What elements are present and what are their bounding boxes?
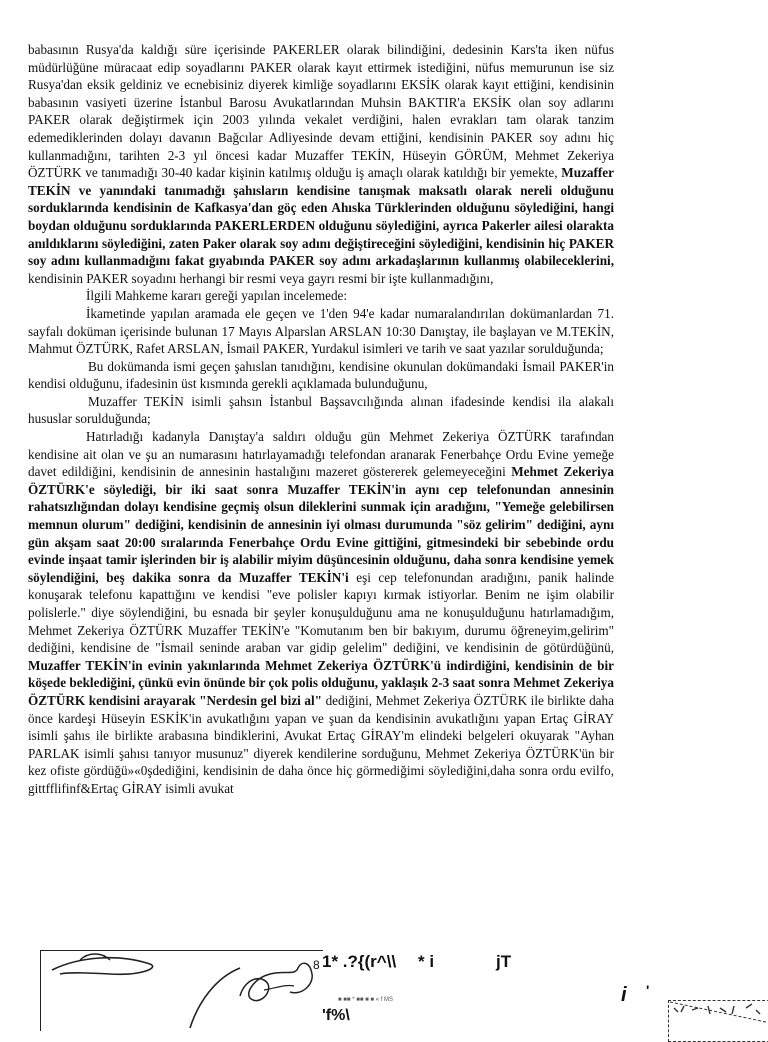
bold-text-run: Muzaffer TEKİN ve yanındaki tanımadığı şahısların kendisine tanışmak maksatlı olarak nereli olduğunu sorduklarında kendisinin de Kafkasya'dan göç eden Ahıska Türklerinden olduğunu söylediğini, hangi boydan olduğunu sorduklarında PAKERLERDEN olduğunu söylediğini, ayrıca Pakerler ailesi olarakta anıldıklarını söylediğini, zaten Paker olarak soy adını değiştireceğini söylediğini, kendisinin hiç PAKER soy adını kullanmadığını fakat gıyabında PAKER soy adını arkadaşlarının kullanmış olabileceklerini,	[28, 165, 614, 269]
stamp-line-2: 'f%\	[322, 1007, 350, 1024]
text-run: kendisinin PAKER soyadını herhangi bir resmi veya gayrı resmi bir işte kullanmadığını,	[28, 270, 494, 286]
stamp-mark-2: '	[646, 982, 650, 998]
text-run: eşi cep telefonundan aradığını, panik halinde konuşarak telefonu kapattığını ve kendisi "eve polisler kapıyı kırmak istiyorlar. Benim ne işim olabilir polislerle." diye söylendiğini, bu esnada bir şeyler konuşulduğunu ama ne konuşulduğunu hatırlamadığım, Mehmet Zekeriya ÖZTÜRK Muzaffer TEKİN'e "Komutanım ben bir bakıyım, durumu öğreneyim,gelirim" dediğini, kendisine de "İsmail seninde araban var gidip gelelim" dediğini, ve kendisinin de götürdüğünü,	[28, 569, 615, 656]
paragraph	[28, 287, 614, 305]
text-run: Muzaffer TEKİN isimli şahsın İstanbul Başsavcılığında alınan ifadesinde kendisi ila alakalı hususlar sorulduğunda;	[28, 393, 614, 427]
stamp-line-1b: * i	[418, 952, 435, 971]
paragraph	[28, 428, 614, 797]
stamp-prefix: 8	[313, 958, 320, 972]
bold-text-run: Muzaffer TEKİN'in evinin yakınlarında Mehmet Zekeriya ÖZTÜRK'ü indirdiğini, kendisinin de bir köşede beklediğini, çünkü evin önünde bir çok polis olduğunu, yaklaşık 2-3 saat sonra Mehmet Zekeriya ÖZTÜRK kendisini arayarak "Nerdesin gel bizi al"	[28, 657, 614, 708]
document-body	[28, 41, 614, 798]
paragraph	[28, 305, 614, 358]
text-run: Bu dokümanda ismi geçen şahıslan tanıdığını, kendisine okunulan dokümandaki İsmail PAKER'in kendisi olduğunu, ifadesinin üst kısmında gerekli açıklamada bulunduğunu,	[28, 358, 614, 392]
stamp-small-text: ■ ■■ * ■■ ■ ■ « f MS	[338, 997, 394, 1003]
stamp-mark: i	[621, 984, 627, 1006]
text-run: dediğini, Mehmet Zekeriya ÖZTÜRK ile birlikte daha önce kardeşi Hüseyin ESKİK'in avukatlığını yapan ve şuan da kendisinin avukatlığını yapan Ertaç GİRAY isimli şahıs ile birlikte arabasına bindiklerini, Avukat Ertaç GİRAY'm elindeki belgeleri okuyarak "Ayhan PARLAK isimli şahısı tanıyor musunuz" diyerek kendilerine sorduğunu, Mehmet Zekeriya ÖZTÜRK'ün bir kez ofiste gördüğü»«0şdediğini, kendisinin de daha önce hiç görmediğimi söylediğini,daha sonra ordu evilfo, gittfflifinf&Ertaç GİRAY isimli avukat	[28, 692, 614, 796]
paragraph	[28, 41, 614, 287]
stamp-line-1: 1* .?{(r^\\	[322, 952, 397, 971]
stamp-image	[668, 1000, 768, 1024]
signature-image	[40, 948, 340, 1028]
paragraph	[28, 358, 614, 393]
text-run: Hatırladığı kadanyla Danıştay'a saldırı olduğu gün Mehmet Zekeriya ÖZTÜRK tarafından kendisine ait olan ve şu an numarasını hatırlayamadığı telefondan aranarak Fenerbahçe Ordu Evine yemeğe davet edildiğini, kendisinin de annesinin hastalığını mazeret göstererek gelemeyeceğini	[28, 429, 614, 480]
text-run: İlgili Mahkeme kararı gereği yapılan incelemede:	[86, 288, 348, 304]
paragraph	[28, 393, 614, 428]
bold-text-run: Mehmet Zekeriya ÖZTÜRK'e söylediği, bir iki saat sonra Muzaffer TEKİN'in aynı cep telefonundan annesinin rahatsızlığından dolayı kendisine geçmiş olsun dileklerini sunmak için aradığını, "Yemeğe gelebilirsen memnun olurum" dediğini, kendisinin de annesinin iyi olması durumunda "söz gelirim" dediğini, aynı gün akşam saat 20:00 sıralarında Fenerbahçe Ordu Evine gittiğini, gitmesindeki bir sebebinde ordu evinde inşaat tamir işlerinden bir iş alabilir miyim düşüncesinin olduğunu, daha sonra kendisine yemek söylendiğini, beş dakika sonra da Muzaffer TEKİN'i	[28, 464, 615, 585]
text-run: babasının Rusya'da kaldığı süre içerisinde PAKERLER olarak bilindiğini, dedesinin Kars'ta iken nüfus müdürlüğüne müracaat edip soyadlarını PAKER olarak kayıt ettirmek istediğini, nüfus memurunun ise siz Rusya'dan eksik geldiniz ve ecnebisiniz diyerek kimliğe soyadlarını EKSİK olarak kayıt ettiğini, kendisinin babasının vasiyeti üzerine İstanbul Barosu Avukatlarından Muhsin BAKTIR'a EKSİK olan soy adlarını PAKER olarak değiştirmek için 2003 yılında vekalet verdiğini, halen evrakları tam olarak tanzim edemediklerinden dolayı davanın Bağcılar Adliyesinde devam ettiğini, kendisinin PAKER soy adını hiç kullanmadığını, tarihten 2-3 yıl öncesi kadar Muzaffer TEKİN, Hüseyin GÖRÜM, Mehmet Zekeriya ÖZTÜRK ve tanımadığı 30-40 kadar kişinin katılmış olduğu iş amaçlı olarak katıldığı bir yemekte,	[28, 42, 614, 181]
text-run: İkametinde yapılan aramada ele geçen ve 1'den 94'e kadar numaralandırılan dokümanlardan 71. sayfalı doküman içerisinde bulunan 17 Mayıs Alparslan ARSLAN 10:30 Danıştay, ile başlayan ve M.TEKİN, Mahmut ÖZTÜRK, Rafet ARSLAN, İsmail PAKER, Yurdakul isimleri ve tarih ve saat yazılar sorulduğunda;	[28, 305, 614, 357]
stamp-line-1c: jT	[496, 952, 512, 971]
